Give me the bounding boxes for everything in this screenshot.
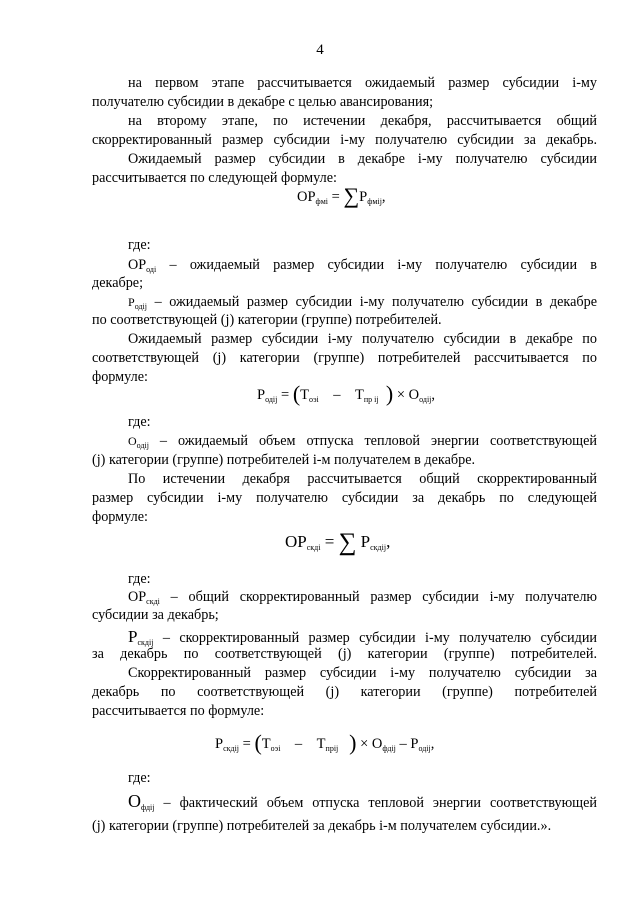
text-line: Ожидаемый размер субсидии i-му получателю субсидии в декабре по	[128, 331, 597, 347]
text-line: по соответствующей (j) категории (группе) потребителей.	[92, 312, 442, 328]
text-line: субсидии за декабрь;	[92, 607, 219, 623]
text-line: Ожидаемый размер субсидии в декабре i-му получателю субсидии	[128, 151, 597, 167]
text-line: рассчитывается по следующей формуле:	[92, 170, 337, 186]
text-line: где:	[128, 237, 151, 253]
text-line: размер субсидии i-му получателю субсидии за декабрь по следующей	[92, 490, 597, 506]
definition-line: $ОР_{одi}$ – ожидаемый размер субсидии i-му получателю субсидии в	[128, 257, 598, 274]
symbol-o-fdij: $О_{фдij}$	[128, 791, 155, 812]
symbol-p-odij: $Р_{одij}$	[128, 295, 147, 311]
symbol-p-skdij: $Р_{скдij}$	[128, 627, 154, 647]
formula-corrected-by-category: $Р_{скдij} = (Т_{оэi}$ – $Т_{прij}$ ) × $О_{фдij} - Р_{одij}$,	[215, 730, 435, 755]
formula-corrected-total: $ОР_{скдi}$ = ∑ $Р_{скдij}$,	[285, 529, 391, 556]
symbol-op-skdi: $ОР_{скдi}$	[128, 589, 160, 606]
text-line: декабре;	[92, 275, 144, 291]
text-line: на первом этапе рассчитывается ожидаемый размер субсидии i-му	[128, 75, 597, 91]
text-line: получателю субсидии в декабре с целью авансирования;	[92, 94, 434, 110]
text-line: декабрь по соответствующей (j) категории (группе) потребителей	[92, 684, 597, 700]
symbol-op-odi: $ОР_{одi}$	[128, 257, 157, 274]
text-line: за декабрь по соответствующей (j) категории (группе) потребителей.	[92, 646, 597, 662]
text-line: Скорректированный размер субсидии i-му получателю субсидии за	[128, 665, 597, 681]
text-line: рассчитывается по формуле:	[92, 703, 265, 719]
page-number: 4	[316, 42, 324, 58]
formula-expected-by-category: $Р_{одij} = (Т_{оэi}$ – $Т_{пр ij}$ ) × $О_{одij}$,	[257, 381, 436, 406]
text-line: где:	[128, 571, 151, 587]
definition-line: $Р_{скдij}$ – скорректированный размер субсидии i-му получателю субсидии	[128, 627, 598, 647]
text-line: формуле:	[92, 509, 148, 525]
text-line: где:	[128, 414, 151, 430]
definition-line: $О_{фдij}$ – фактический объем отпуска тепловой энергии соответствующей	[128, 791, 597, 812]
symbol-o-odij: $О_{одij}$	[128, 434, 149, 450]
definition-line: $О_{одij}$ – ожидаемый объем отпуска тепловой энергии соответствующей	[128, 433, 597, 450]
formula-expected-subsidy: $ОР_{фмi} = \sum Р_{фмij}$,	[297, 183, 386, 208]
text-line: где:	[128, 770, 151, 786]
text-line: формуле:	[92, 369, 148, 385]
text-line: на второму этапе, по истечении декабря, рассчитывается общий	[128, 113, 597, 129]
text-line: (j) категории (группе) потребителей i-м получателем в декабре.	[92, 452, 476, 468]
definition-line: $ОР_{скдi}$ – общий скорректированный размер субсидии i-му получателю	[128, 589, 598, 606]
text-line: По истечении декабря рассчитывается общий скорректированный	[128, 471, 597, 487]
text-line: (j) категории (группе) потребителей за декабрь i-м получателем субсидии.».	[92, 818, 552, 834]
definition-line: $Р_{одij}$ – ожидаемый размер субсидии i-му получателю субсидии в декабре	[128, 294, 597, 311]
text-line: соответствующей (j) категории (группе) потребителей рассчитывается по	[92, 350, 597, 366]
text-line: скорректированный размер субсидии i-му получателю субсидии за декабрь.	[92, 132, 597, 148]
